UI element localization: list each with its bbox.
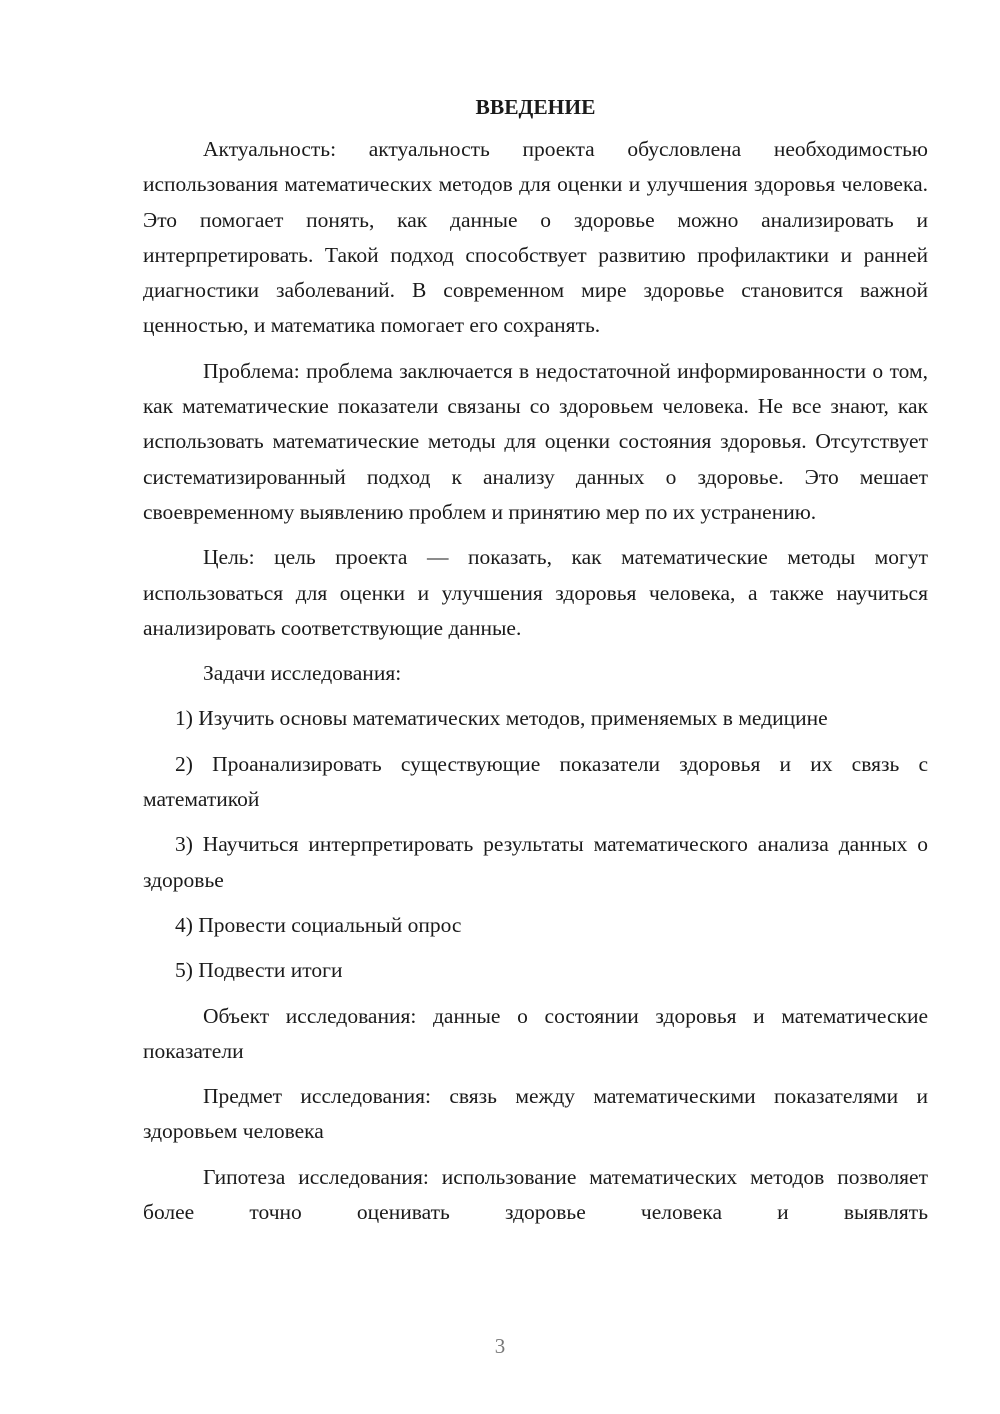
relevance-paragraph: Актуальность: актуальность проекта обусловлена необходимостью использования математических методов для оценки и улучшения здоровья человека. Это помогает понять, как данные о здоровье можно анализировать и интерпретировать. Такой подход способствует развитию профилактики и ранней диагностики заболеваний. В современном мире здоровье становится важной ценностью, и математика помогает его сохранять.	[143, 137, 928, 338]
section-heading: ВВЕДЕНИЕ	[475, 95, 596, 119]
tasks-heading: Задачи исследования:	[203, 661, 402, 686]
object-paragraph: Объект исследования: данные о состоянии здоровья и математические показатели	[143, 1003, 928, 1063]
hypothesis-paragraph: Гипотеза исследования: использование математических методов позволяет более точно оценивать здоровье человека и выявлять	[143, 1164, 928, 1225]
task-item-5: 5) Подвести итоги	[175, 958, 343, 983]
problem-paragraph: Проблема: проблема заключается в недостаточной информированности о том, как математические показатели связаны со здоровьем человека. Не все знают, как использовать математические методы для оценки состояния здоровья. Отсутствует систематизированный подход к анализу данных о здоровье. Это мешает своевременному выявлению проблем и принятию мер по их устранению.	[143, 358, 928, 524]
page-number: 3	[494, 1334, 506, 1358]
task-item-1: 1) Изучить основы математических методов, применяемых в медицине	[175, 706, 828, 731]
task-item-4: 4) Провести социальный опрос	[175, 912, 462, 937]
document-page	[143, 92, 928, 1240]
goal-paragraph: Цель: цель проекта — показать, как математические методы могут использоваться для оценки и улучшения здоровья человека, а также научиться анализировать соответствующие данные.	[143, 545, 928, 640]
task-item-3: 3) Научиться интерпретировать результаты математического анализа данных о здоровье	[143, 832, 928, 892]
task-item-2: 2) Проанализировать существующие показатели здоровья и их связь с математикой	[143, 751, 928, 812]
subject-paragraph: Предмет исследования: связь между математическими показателями и здоровьем человека	[143, 1084, 928, 1144]
